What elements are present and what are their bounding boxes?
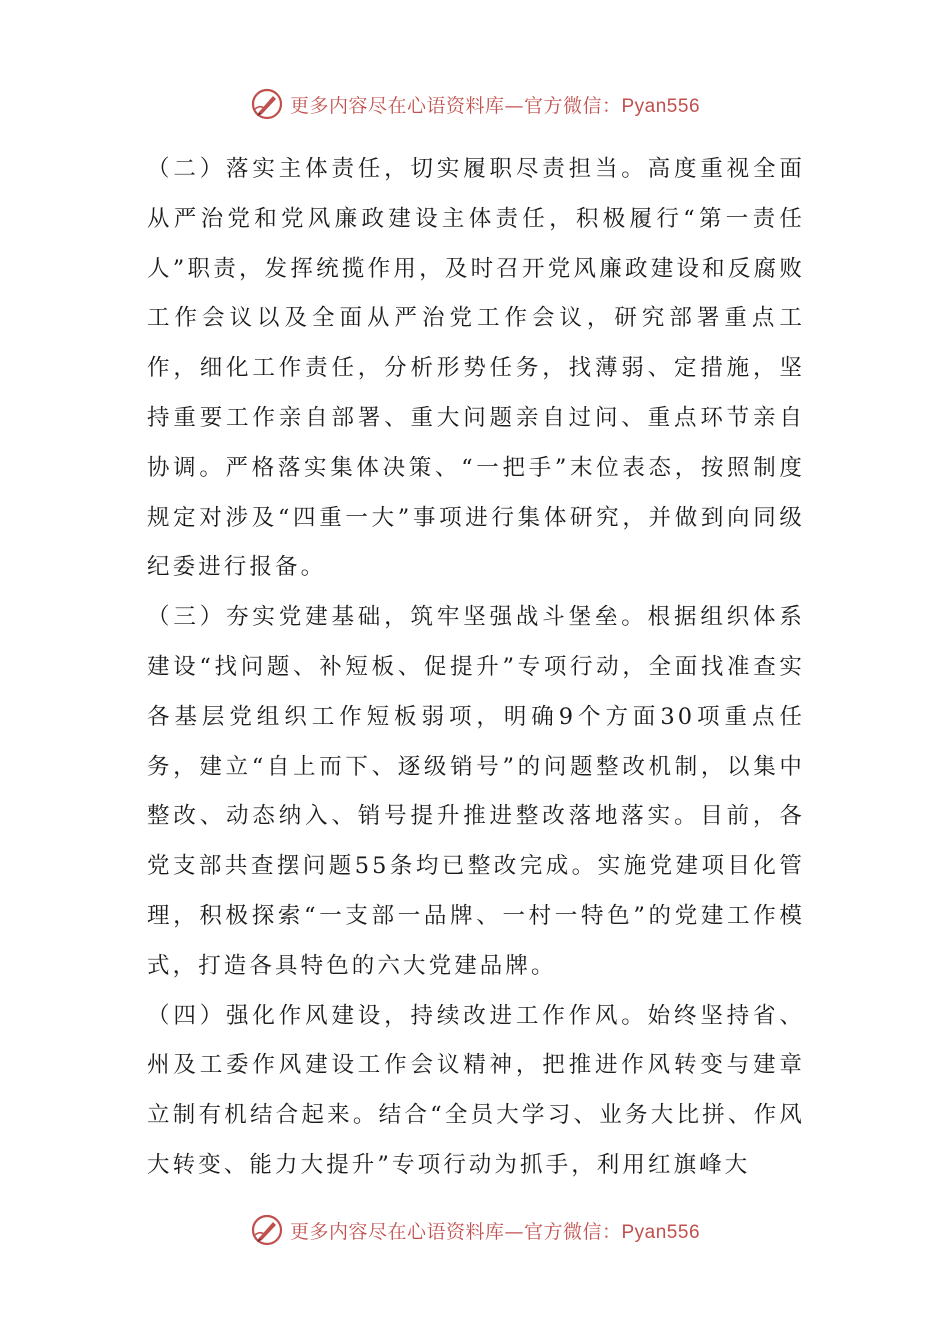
watermark-banner-bottom (0, 1210, 950, 1250)
watermark-wechat-id: Pyan556 (621, 1221, 701, 1243)
paragraph-3: （三）夯实党建基础，筑牢坚强战斗堡垒。根据组织体系建设“找问题、补短板、促提升”专项行动，全面找准查实各基层党组织工作短板弱项，明确9个方面30项重点任务，建立“自上而下、逐级销号”的问题整改机制，以集中整改、动态纳入、销号提升推进整改落地落实。目前，各党支部共查摆问题55条均已整改完成。实施党建项目化管理，积极探索“一支部一品牌、一村一特色”的党建工作模式，打造各具特色的六大党建品牌。 (147, 604, 805, 979)
watermark-banner-top (0, 84, 950, 124)
pen-logo-icon (250, 1213, 284, 1247)
watermark-text: 更多内容尽在心语资料库—官方微信： (289, 1220, 622, 1243)
document-body (147, 145, 805, 1191)
watermark-wechat-id: Pyan556 (621, 95, 701, 117)
watermark-text: 更多内容尽在心语资料库—官方微信： (289, 94, 622, 117)
paragraph-2: （二）落实主体责任，切实履职尽责担当。高度重视全面从严治党和党风廉政建设主体责任，积极履行“第一责任人”职责，发挥统揽作用，及时召开党风廉政建设和反腐败工作会议以及全面从严治党工作会议，研究部署重点工作，细化工作责任，分析形势任务，找薄弱、定措施，坚持重要工作亲自部署、重大问题亲自过问、重点环节亲自协调。严格落实集体决策、“一把手”末位表态，按照制度规定对涉及“四重一大”事项进行集体研究，并做到向同级纪委进行报备。 (147, 156, 805, 581)
paragraph-4: （四）强化作风建设，持续改进工作作风。始终坚持省、州及工委作风建设工作会议精神，把推进作风转变与建章立制有机结合起来。结合“全员大学习、业务大比拼、作风大转变、能力大提升”专项行动为抓手，利用红旗峰大 (147, 1002, 805, 1178)
pen-logo-icon (250, 87, 284, 121)
